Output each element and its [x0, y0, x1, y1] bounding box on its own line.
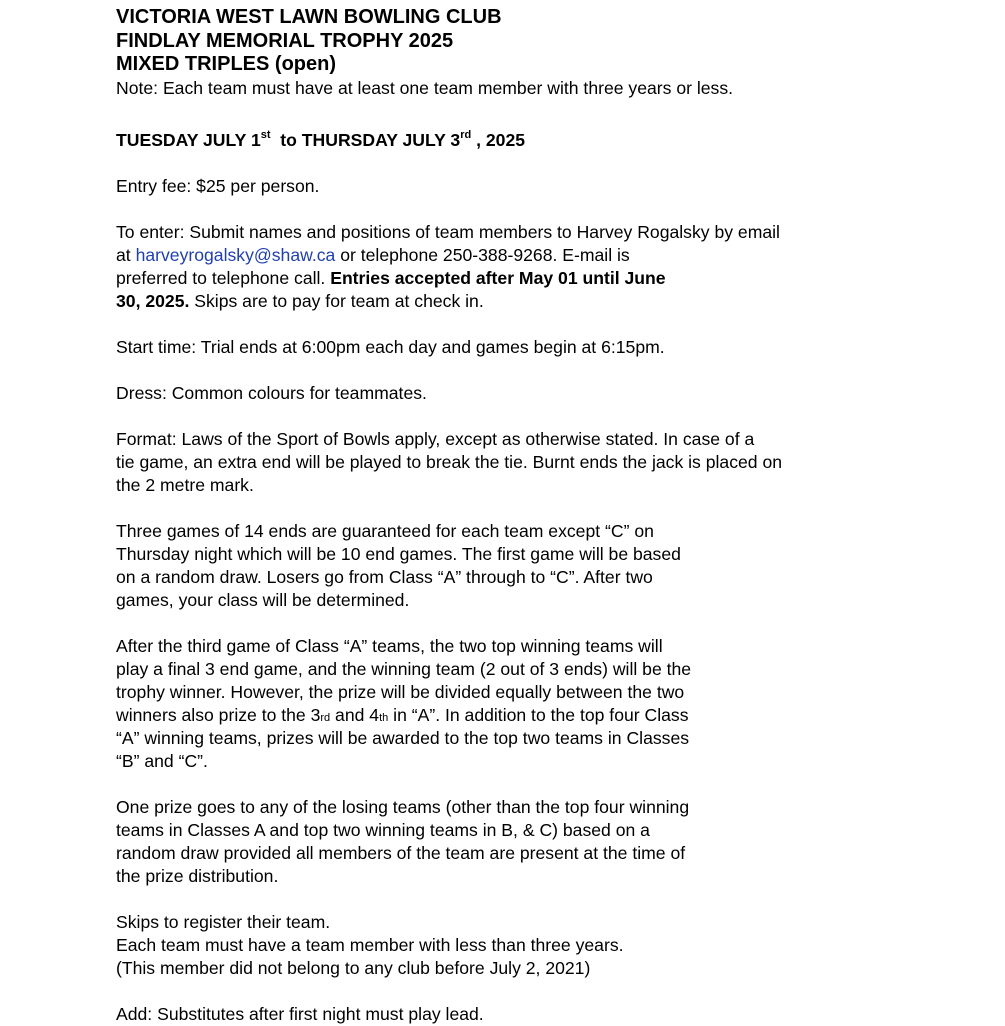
dress-code: Dress: Common colours for teammates. — [116, 382, 427, 403]
eligibility-note: Note: Each team must have at least one team member with three years or less. — [116, 77, 734, 98]
substitutes-note: Add: Substitutes after first night must play lead. — [116, 1003, 484, 1024]
event-title: MIXED TRIPLES (open) — [116, 53, 336, 75]
prize-paragraph: One prize goes to any of the losing teams (other than the top four winning teams in Classes A and top two winning teams in B, & C) based on a random draw provided all members of the team are present at the time of the prize distribution. — [116, 796, 690, 886]
register-paragraph: Skips to register their team. Each team must have a team member with less than three years. (This member did not belong to any club before July 2, 2021) — [116, 911, 624, 978]
start-time: Start time: Trial ends at 6:00pm each day and games begin at 6:15pm. — [116, 336, 665, 357]
to-enter-paragraph: To enter: Submit names and positions of team members to Harvey Rogalsky by email at harveyrogalsky@shaw.ca or telephone 250-388-9268. E-mail is preferred to telephone call. Entries accepted after May 01 until June 30, 2025. Skips are to pay for team at check in. — [116, 221, 780, 311]
document-page — [116, 6, 896, 1026]
entry-fee: Entry fee: $25 per person. — [116, 175, 320, 196]
format-paragraph: Format: Laws of the Sport of Bowls apply, except as otherwise stated. In case of a tie game, an extra end will be played to break the tie. Burnt ends the jack is placed on the 2 metre mark. — [116, 428, 783, 495]
final-paragraph: After the third game of Class “A” teams, the two top winning teams will play a final 3 end game, and the winning team (2 out of 3 ends) will be the trophy winner. However, the prize will be divided equally between the two winners also prize to the 3rd and 4th in “A”. In addition to the top four Class “A” winning teams, prizes will be awarded to the top two teams in Classes “B” and “C”. — [116, 635, 692, 771]
club-title: VICTORIA WEST LAWN BOWLING CLUB — [116, 6, 502, 28]
event-dates: TUESDAY JULY 1st to THURSDAY JULY 3rd , 2025 — [116, 128, 526, 150]
email-link[interactable]: harveyrogalsky@shaw.ca — [135, 244, 336, 265]
games-paragraph: Three games of 14 ends are guaranteed for each team except “C” on Thursday night which will be 10 end games. The first game will be based on a random draw. Losers go from Class “A” through to “C”. After two games, your class will be determined. — [116, 520, 681, 610]
trophy-title: FINDLAY MEMORIAL TROPHY 2025 — [116, 29, 454, 52]
